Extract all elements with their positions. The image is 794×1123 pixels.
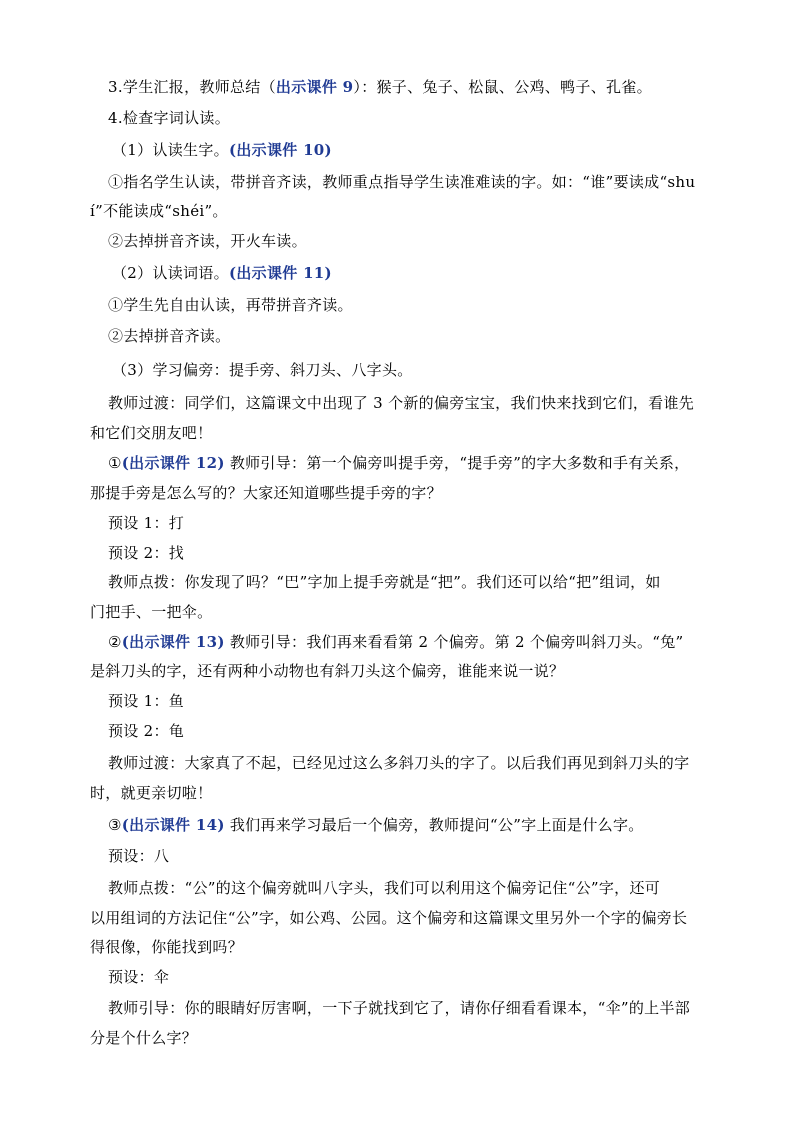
text-segment: 教师引导：你的眼睛好厉害啊，一下子就找到它了，请你仔细看看课本，“伞”的上半部 [108, 999, 691, 1017]
text-line [90, 908, 774, 928]
text-segment: ② [108, 633, 122, 651]
text-segment: 教师引导：第一个偏旁叫提手旁，“提手旁”的字大多数和手有关系， [224, 454, 690, 472]
text-segment: ③ [108, 816, 122, 834]
text-segment: 4.检查字词认读。 [108, 109, 231, 127]
courseware-reference: (出示课件 14) [121, 816, 225, 834]
text-segment: ②去掉拼音齐读。 [108, 327, 231, 345]
text-segment: 预设：八 [108, 847, 170, 865]
text-line [108, 753, 774, 773]
text-segment: 教师引导：我们再来看看第 2 个偏旁。第 2 个偏旁叫斜刀头。“兔” [224, 633, 684, 651]
text-line [90, 201, 774, 221]
text-segment: 我们再来学习最后一个偏旁，教师提问“公”字上面是什么字。 [224, 816, 644, 834]
text-segment: ①指名学生认读，带拼音齐读，教师重点指导学生读准难读的字。如：“谁”要读成“shu [108, 173, 696, 191]
text-line [90, 602, 774, 622]
text-line [108, 393, 774, 413]
text-line [108, 543, 774, 563]
text-line [90, 1028, 774, 1048]
text-line [90, 661, 774, 681]
text-segment: 得很像，你能找到吗？ [90, 938, 244, 956]
text-line [108, 453, 774, 473]
text-segment: 分是个什么字？ [90, 1029, 198, 1047]
text-segment: 预设 1：鱼 [108, 692, 185, 710]
text-segment: 和它们交朋友吧！ [90, 424, 213, 442]
text-segment: 是斜刀头的字，还有两种小动物也有斜刀头这个偏旁，谁能来说一说？ [90, 662, 565, 680]
text-line [112, 263, 774, 283]
text-line [90, 783, 774, 803]
text-line [108, 513, 774, 533]
text-segment: 预设 2：龟 [108, 722, 185, 740]
text-line [112, 140, 774, 160]
text-line [112, 360, 774, 380]
text-segment: 教师点拨：“公”的这个偏旁就叫八字头，我们可以利用这个偏旁记住“公”字，还可 [108, 879, 661, 897]
text-line [108, 172, 774, 192]
text-segment: 预设：伞 [108, 968, 170, 986]
text-line [108, 77, 774, 97]
text-segment: （2）认读词语。 [112, 264, 229, 282]
text-segment: í”不能读成“shéi”。 [90, 202, 228, 220]
text-segment: ）：猴子、兔子、松鼠、公鸡、鸭子、孔雀。 [353, 78, 652, 96]
text-line [108, 815, 774, 835]
text-line [108, 721, 774, 741]
text-segment: 门把手、一把伞。 [90, 603, 213, 621]
text-line [90, 423, 774, 443]
text-segment: 预设 1：打 [108, 514, 185, 532]
text-line [90, 483, 774, 503]
text-line [108, 231, 774, 251]
text-segment: 以用组词的方法记住“公”字，如公鸡、公园。这个偏旁和这篇课文里另外一个字的偏旁长 [90, 909, 688, 927]
text-segment: 时，就更亲切啦！ [90, 784, 213, 802]
text-segment: （1）认读生字。 [112, 141, 229, 159]
courseware-reference: (出示课件 13) [121, 633, 225, 651]
courseware-reference: (出示课件 11) [228, 264, 332, 282]
text-segment: ①学生先自由认读，再带拼音齐读。 [108, 296, 353, 314]
text-line [108, 108, 774, 128]
courseware-reference: 出示课件 9 [275, 78, 354, 96]
text-segment: 3.学生汇报，教师总结（ [108, 78, 276, 96]
text-segment: ① [108, 454, 122, 472]
text-segment: 教师过渡：同学们，这篇课文中出现了 3 个新的偏旁宝宝，我们快来找到它们，看谁先 [108, 394, 695, 412]
text-line [108, 846, 774, 866]
text-segment: 教师过渡：大家真了不起，已经见过这么多斜刀头的字了。以后我们再见到斜刀头的字 [108, 754, 690, 772]
text-segment: 预设 2：找 [108, 544, 185, 562]
text-segment: （3）学习偏旁：提手旁、斜刀头、八字头。 [112, 361, 413, 379]
text-segment: 那提手旁是怎么写的？大家还知道哪些提手旁的字？ [90, 484, 442, 502]
text-line [108, 998, 774, 1018]
text-line [108, 878, 774, 898]
text-line [108, 572, 774, 592]
courseware-reference: (出示课件 10) [228, 141, 332, 159]
text-line [108, 691, 774, 711]
text-line [108, 967, 774, 987]
text-line [108, 326, 774, 346]
courseware-reference: (出示课件 12) [121, 454, 225, 472]
text-line [108, 295, 774, 315]
text-segment: 教师点拨：你发现了吗？“巴”字加上提手旁就是“把”。我们还可以给“把”组词，如 [108, 573, 661, 591]
text-segment: ②去掉拼音齐读，开火车读。 [108, 232, 307, 250]
text-line [108, 632, 774, 652]
text-line [90, 937, 774, 957]
